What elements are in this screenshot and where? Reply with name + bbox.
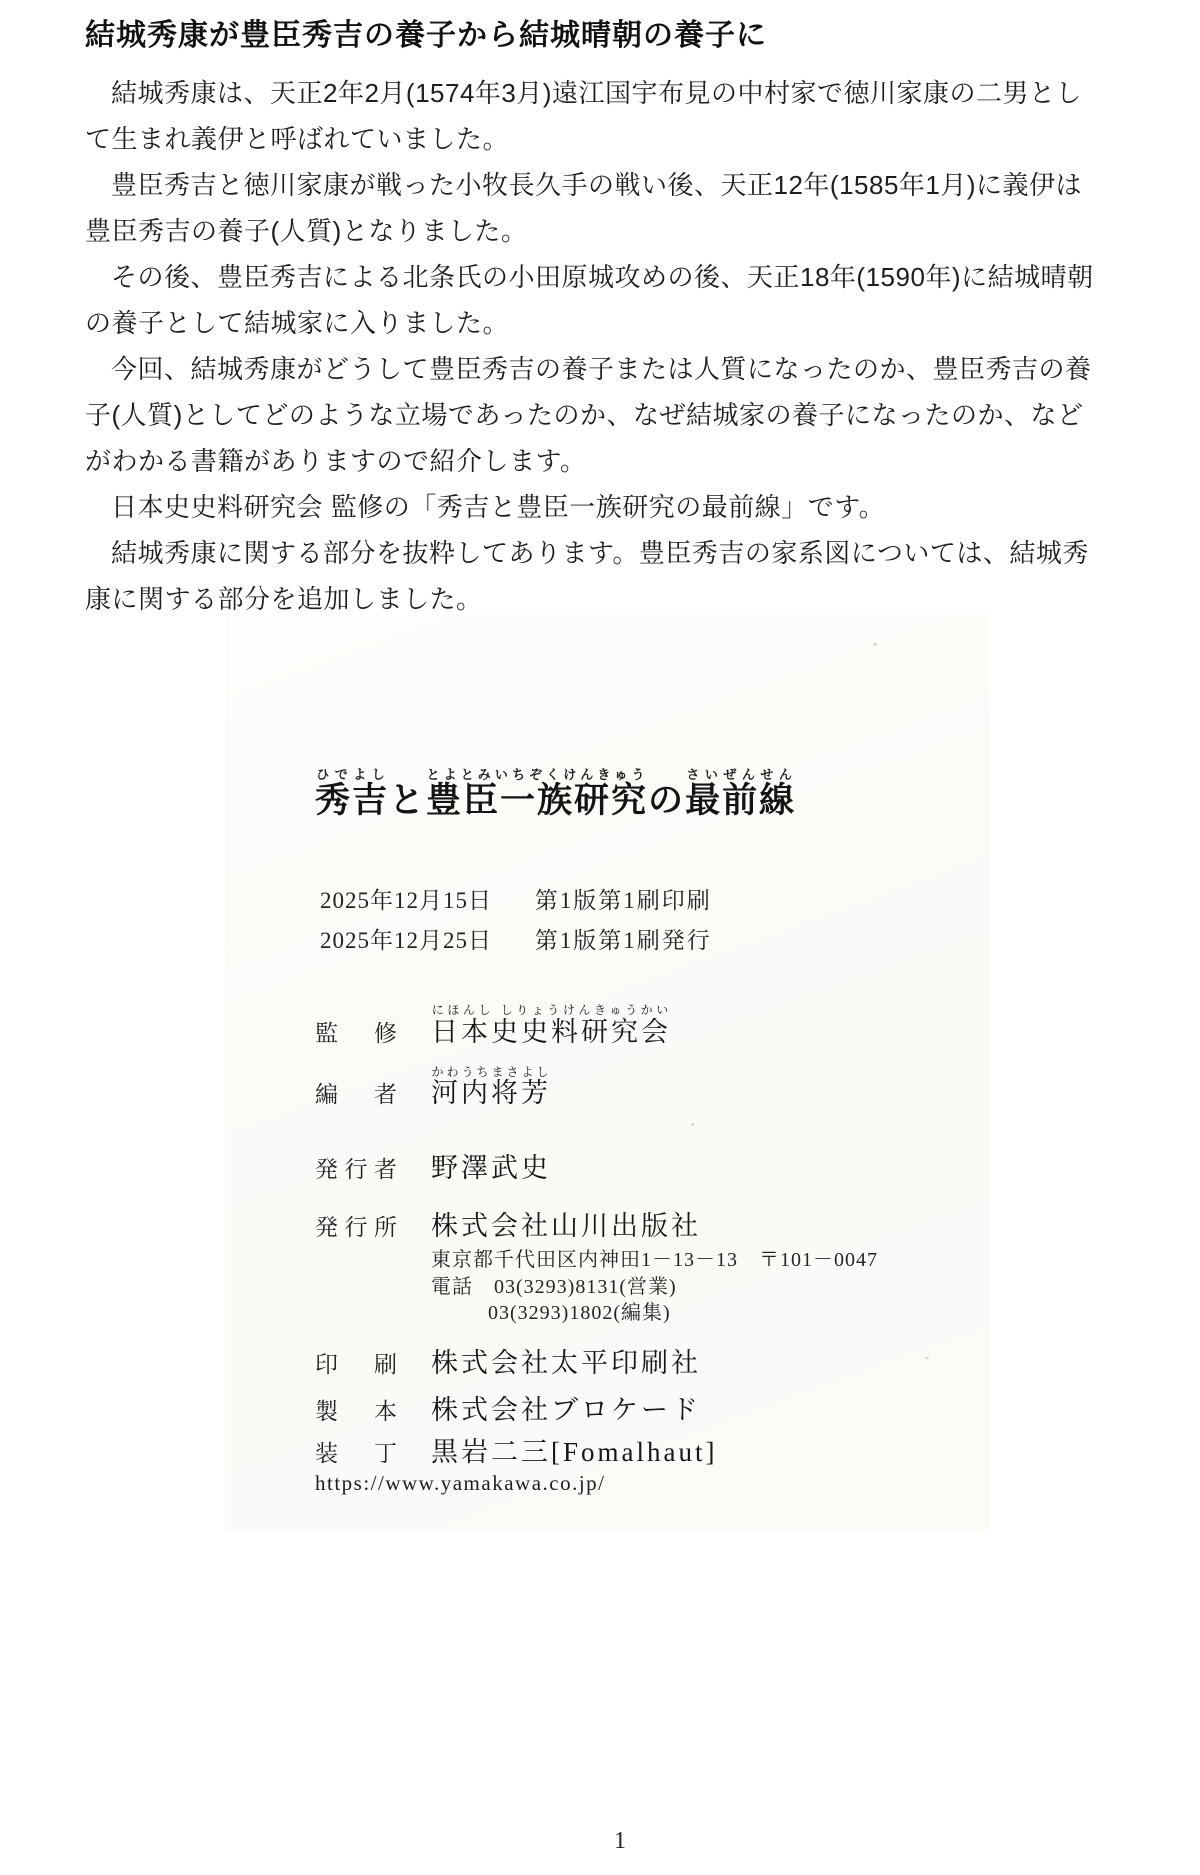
issue-date: 2025年12月25日 (320, 928, 492, 953)
issue-edition-line (320, 921, 712, 961)
edition-dates (320, 881, 712, 961)
supervisor-row (315, 1003, 671, 1049)
design-label: 装丁 (315, 1441, 397, 1466)
editor-label: 編者 (315, 1082, 397, 1107)
supervisor-name: 日本史史料研究会にほんし しりょうけんきゅうかい (431, 1003, 671, 1047)
article-title: 結城秀康が豊臣秀吉の養子から結城晴朝の養子に (85, 19, 767, 52)
issue-info: 第1版第1刷発行 (534, 928, 712, 953)
print-edition-line (320, 881, 712, 921)
binder-row (315, 1388, 701, 1427)
publisher-url: https://www.yamakawa.co.jp/ (315, 1471, 606, 1495)
book-title: 秀吉ひでよしと豊臣一族研究とよとみいちぞくけんきゅうの最前線さいぜんせん (315, 767, 797, 820)
printer-row (315, 1341, 701, 1380)
paragraph-2: 豊臣秀吉と徳川家康が戦った小牧長久手の戦い後、天正12年(1585年1月)に義伊は豊臣秀吉の養子(人質)となりました。 (85, 170, 1083, 246)
scan-speck (691, 1123, 694, 1126)
issuer-row (315, 1146, 551, 1185)
scan-speck (873, 643, 877, 646)
printer-label: 印刷 (315, 1352, 397, 1377)
publisher-details (431, 1246, 878, 1326)
paragraph-5: 日本史史料研究会 監修の「秀吉と豊臣一族研究の最前線」です。 (111, 492, 886, 522)
print-info: 第1版第1刷印刷 (534, 888, 712, 913)
paragraph-4: 今回、結城秀康がどうして豊臣秀吉の養子または人質になったのか、豊臣秀吉の養子(人質)としてどのような立場であったのか、なぜ結城家の養子になったのか、などがわかる書籍がありますので紹介します。 (85, 354, 1092, 476)
publisher-address: 東京都千代田区内神田1－13－13 〒101－0047 (431, 1249, 878, 1271)
editor-row (315, 1065, 551, 1110)
publisher-name: 株式会社山川出版社 (431, 1211, 701, 1241)
publisher-label: 発行所 (315, 1215, 397, 1240)
issuer-label: 発行者 (315, 1157, 397, 1182)
colophon-scan-image (225, 615, 990, 1530)
supervisor-label: 監修 (315, 1021, 397, 1046)
printer-name: 株式会社太平印刷社 (431, 1348, 701, 1378)
publisher-phone-sales: 電話 03(3293)8131(営業) (431, 1276, 677, 1298)
publisher-row (315, 1204, 701, 1243)
page-number: 1 (614, 1828, 626, 1854)
article-body (85, 70, 1100, 622)
design-name: 黒岩二三[Fomalhaut] (431, 1437, 718, 1467)
design-row (315, 1430, 717, 1469)
publisher-phone-edit: 03(3293)1802(編集) (488, 1302, 671, 1324)
editor-name: 河内将芳かわうちまさよし (431, 1065, 551, 1108)
paragraph-3: その後、豊臣秀吉による北条氏の小田原城攻めの後、天正18年(1590年)に結城晴朝の養子として結城家に入りました。 (85, 262, 1094, 338)
paragraph-1: 結城秀康は、天正2年2月(1574年3月)遠江国宇布見の中村家で徳川家康の二男として生まれ義伊と呼ばれていました。 (85, 78, 1083, 154)
binder-label: 製本 (315, 1399, 397, 1424)
scan-speck (925, 1357, 929, 1359)
issuer-name: 野澤武史 (431, 1153, 551, 1183)
paragraph-6: 結城秀康に関する部分を抜粋してあります。豊臣秀吉の家系図については、結城秀康に関する部分を追加しました。 (85, 538, 1089, 614)
binder-name: 株式会社ブロケード (431, 1395, 701, 1425)
print-date: 2025年12月15日 (320, 888, 492, 913)
